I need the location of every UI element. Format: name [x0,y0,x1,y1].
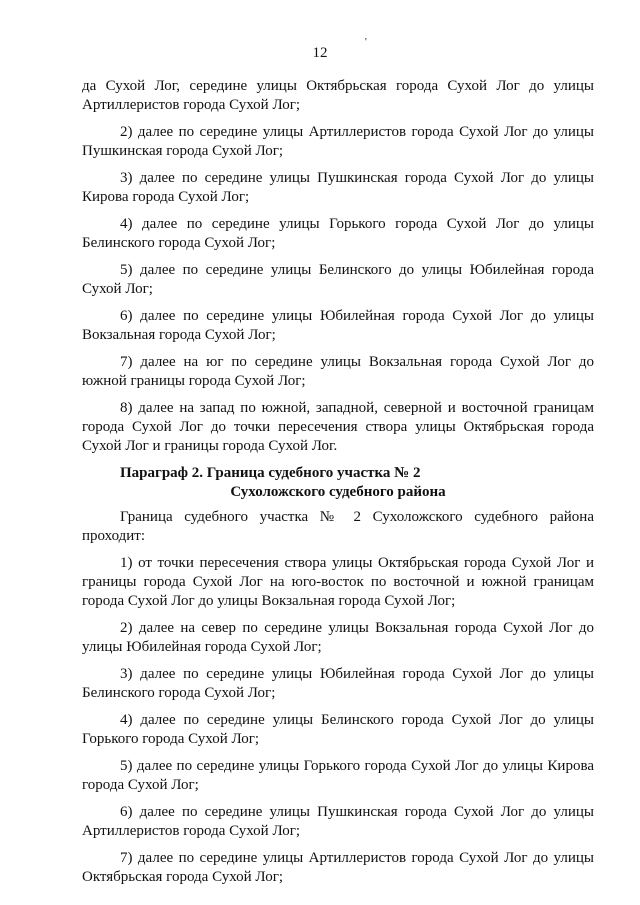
paragraph-item: 7) далее по середине улицы Артиллеристов города Сухой Лог до улицы Октябрьская города Сухой Лог; [82,850,594,885]
paragraph-item: 4) далее по середине улицы Горького города Сухой Лог до улицы Белинского города Сухой Лог; [82,216,594,251]
section-heading-line1: Параграф 2. Граница судебного участка № 2 [120,465,421,481]
paragraph-item: 6) далее по середине улицы Пушкинская города Сухой Лог до улицы Артиллеристов города Сухой Лог; [82,804,594,839]
corner-mark: ' [365,37,367,48]
paragraph-item: 1) от точки пересечения створа улицы Октябрьская города Сухой Лог и границы города Сухой Лог на юго-восток по восточной и южной границам города Сухой Лог до улицы Вокзальная города Сухой Лог; [82,555,594,609]
paragraph-item: 5) далее по середине улицы Горького города Сухой Лог до улицы Кирова города Сухой Лог; [82,758,594,793]
document-body [82,77,594,895]
page-number: 12 [312,45,328,61]
paragraph-item: 2) далее на север по середине улицы Вокзальная города Сухой Лог до улицы Юбилейная города Сухой Лог; [82,620,594,655]
section-heading [82,464,594,502]
paragraph-continuation: да Сухой Лог, середине улицы Октябрьская города Сухой Лог до улицы Артиллеристов города Сухой Лог; [82,78,594,113]
paragraph-item: 3) далее по середине улицы Юбилейная города Сухой Лог до улицы Белинского города Сухой Лог; [82,666,594,701]
paragraph-item: 3) далее по середине улицы Пушкинская города Сухой Лог до улицы Кирова города Сухой Лог; [82,170,594,205]
paragraph-item: 8) далее на запад по южной, западной, северной и восточной границам города Сухой Лог до точки пересечения створа улицы Октябрьская города Сухой Лог и границы города Сухой Лог. [82,400,594,454]
paragraph-item: 4) далее по середине улицы Белинского города Сухой Лог до улицы Горького города Сухой Лог; [82,712,594,747]
paragraph-item: 6) далее по середине улицы Юбилейная города Сухой Лог до улицы Вокзальная города Сухой Лог; [82,308,594,343]
section-heading-line2: Сухоложского судебного района [230,484,446,500]
paragraph-item: 5) далее по середине улицы Белинского до улицы Юбилейная города Сухой Лог; [82,262,594,297]
paragraph-item: 7) далее на юг по середине улицы Вокзальная города Сухой Лог до южной границы города Сухой Лог; [82,354,594,389]
paragraph-intro: Граница судебного участка № 2 Сухоложского судебного района проходит: [82,509,594,544]
paragraph-item: 2) далее по середине улицы Артиллеристов города Сухой Лог до улицы Пушкинская города Сухой Лог; [82,124,594,159]
